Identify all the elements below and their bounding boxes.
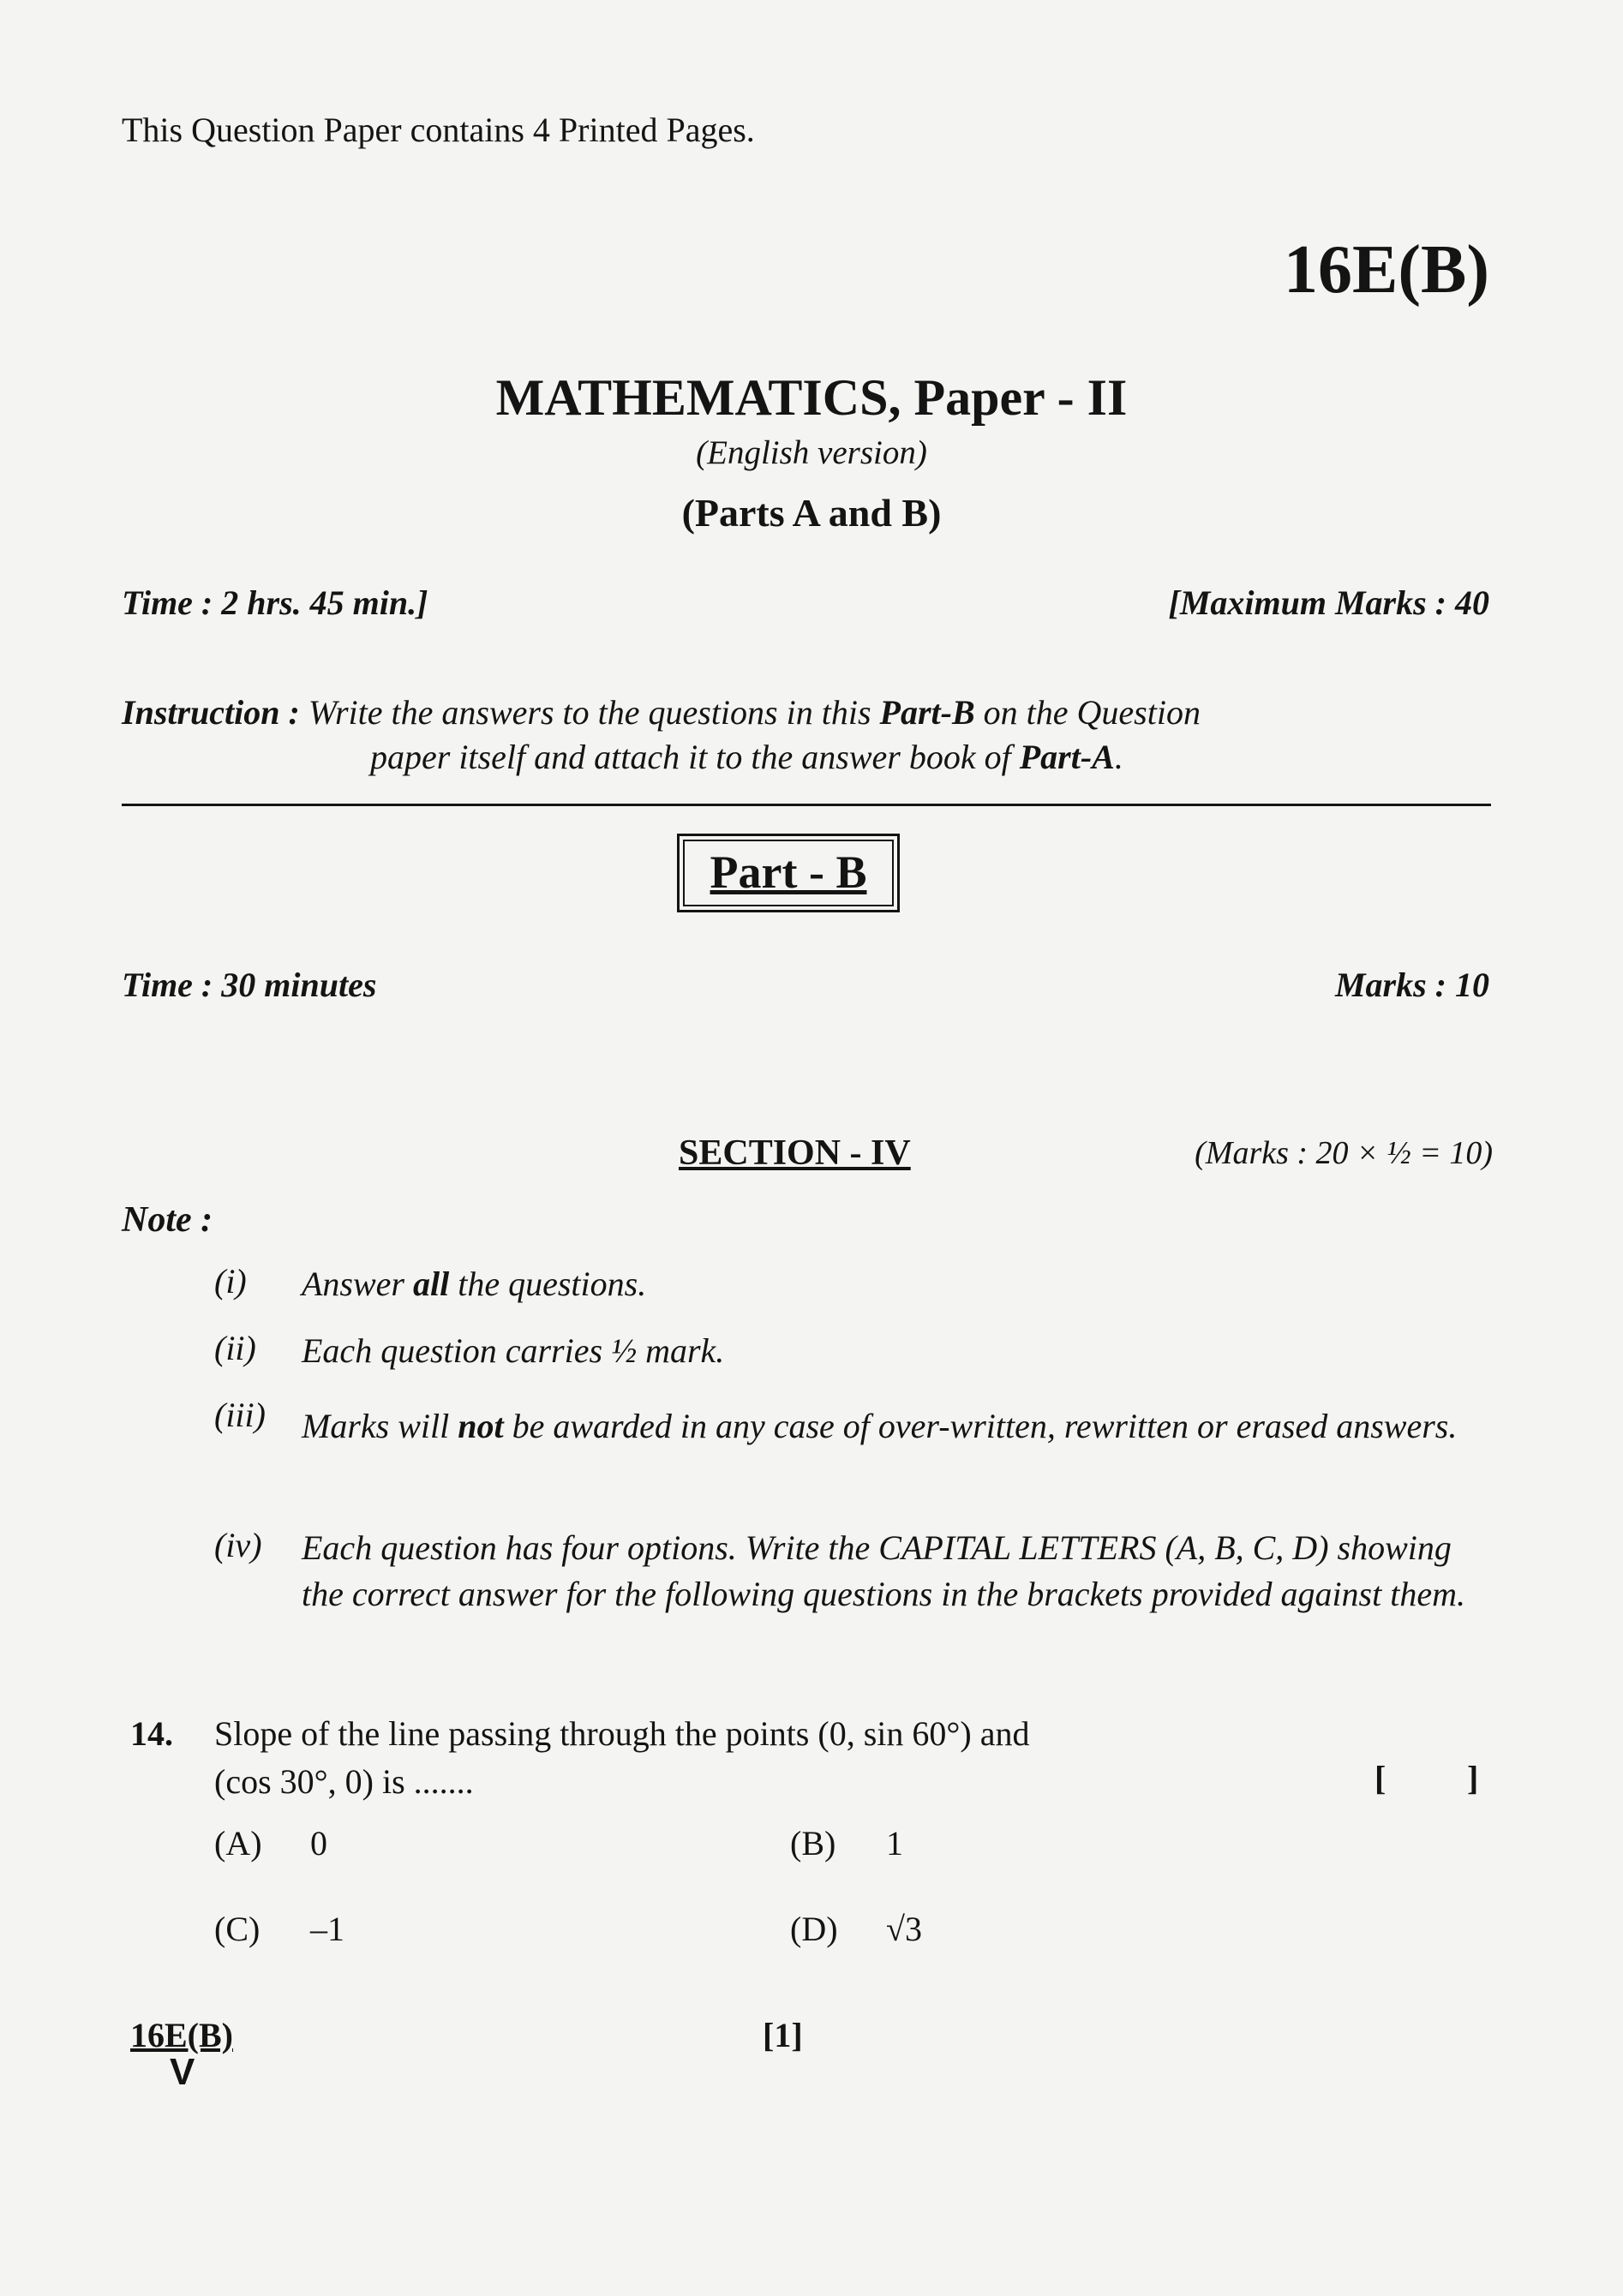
note-item-text xyxy=(302,1328,1493,1374)
maximum-marks: [Maximum Marks : 40 xyxy=(1168,583,1489,622)
instruction-text-1a: Write the answers to the questions in this xyxy=(299,693,880,732)
note-label: Note : xyxy=(122,1200,213,1240)
instruction-text-1b: on the Question xyxy=(974,693,1201,732)
page-number: [1] xyxy=(763,2016,803,2054)
option-value: √3 xyxy=(886,1910,922,1948)
question-line-2: (cos 30°, 0) is ....... xyxy=(214,1762,474,1801)
part-b-heading: Part - B xyxy=(683,840,894,906)
option-value: 0 xyxy=(310,1824,327,1863)
note-item-text xyxy=(302,1261,1493,1307)
note-text-pre: Answer xyxy=(302,1265,413,1303)
page-count-note: This Question Paper contains 4 Printed Pages. xyxy=(122,111,755,149)
note-item-text xyxy=(302,1395,1493,1458)
question-number: 14. xyxy=(130,1714,173,1753)
instruction-line-2 xyxy=(122,735,1493,780)
part-b-time: Time : 30 minutes xyxy=(122,966,377,1004)
question-text xyxy=(214,1710,1328,1806)
paper-code: 16E(B) xyxy=(1284,232,1489,308)
section-marks: (Marks : 20 × ½ = 10) xyxy=(1195,1135,1493,1171)
instruction-text-2a: paper itself and attach it to the answer book of xyxy=(370,738,1020,776)
instruction xyxy=(122,691,1493,780)
paper-parts: (Parts A and B) xyxy=(681,491,942,535)
note-item-text xyxy=(302,1525,1493,1617)
option-label: (A) xyxy=(214,1824,262,1863)
note-text-post: the questions. xyxy=(449,1265,647,1303)
total-time: Time : 2 hrs. 45 min.] xyxy=(122,583,428,622)
option-label: (B) xyxy=(790,1824,836,1863)
instruction-label: Instruction : xyxy=(122,693,300,732)
instruction-part-a: Part-A xyxy=(1019,738,1115,776)
section-title: SECTION - IV xyxy=(679,1133,911,1173)
note-text-fraction: ½ xyxy=(611,1331,638,1370)
note-item-number: (ii) xyxy=(214,1329,256,1367)
note-text-post: mark. xyxy=(637,1331,725,1370)
instruction-line-1 xyxy=(122,691,1493,735)
divider xyxy=(122,804,1491,806)
question-line-1: Slope of the line passing through the points (0, sin 60°) and xyxy=(214,1714,1030,1753)
paper-title: MATHEMATICS, Paper - II xyxy=(495,369,1128,426)
note-text-bold: not xyxy=(458,1407,504,1445)
option-value: –1 xyxy=(310,1910,344,1948)
footer-handwritten-mark: V xyxy=(170,2051,195,2093)
footer-paper-code: 16E(B) xyxy=(130,2016,233,2054)
option-label: (C) xyxy=(214,1910,261,1948)
note-text-pre: Each question has four options. Write the CAPITAL LETTERS (A, B, C, D) showing the correct answer for the following questions in the brackets provided against them. xyxy=(302,1528,1465,1613)
paper-version: (English version) xyxy=(696,434,927,471)
instruction-part-b: Part-B xyxy=(879,693,975,732)
option-label: (D) xyxy=(790,1910,838,1948)
note-text-post: be awarded in any case of over-written, rewritten or erased answers. xyxy=(503,1407,1458,1445)
note-item-number: (i) xyxy=(214,1262,247,1300)
bracket-open: [ xyxy=(1374,1759,1386,1797)
part-b-marks: Marks : 10 xyxy=(1334,966,1489,1004)
note-item-number: (iii) xyxy=(214,1396,266,1434)
note-text-bold: all xyxy=(413,1265,450,1303)
note-text-pre: Each question carries xyxy=(302,1331,612,1370)
note-text-pre: Marks will xyxy=(302,1407,458,1445)
option-value: 1 xyxy=(886,1824,903,1863)
note-item-number: (iv) xyxy=(214,1526,262,1564)
instruction-text-2b: . xyxy=(1114,738,1123,776)
part-b-heading-box xyxy=(677,834,900,912)
bracket-close: ] xyxy=(1467,1759,1479,1797)
